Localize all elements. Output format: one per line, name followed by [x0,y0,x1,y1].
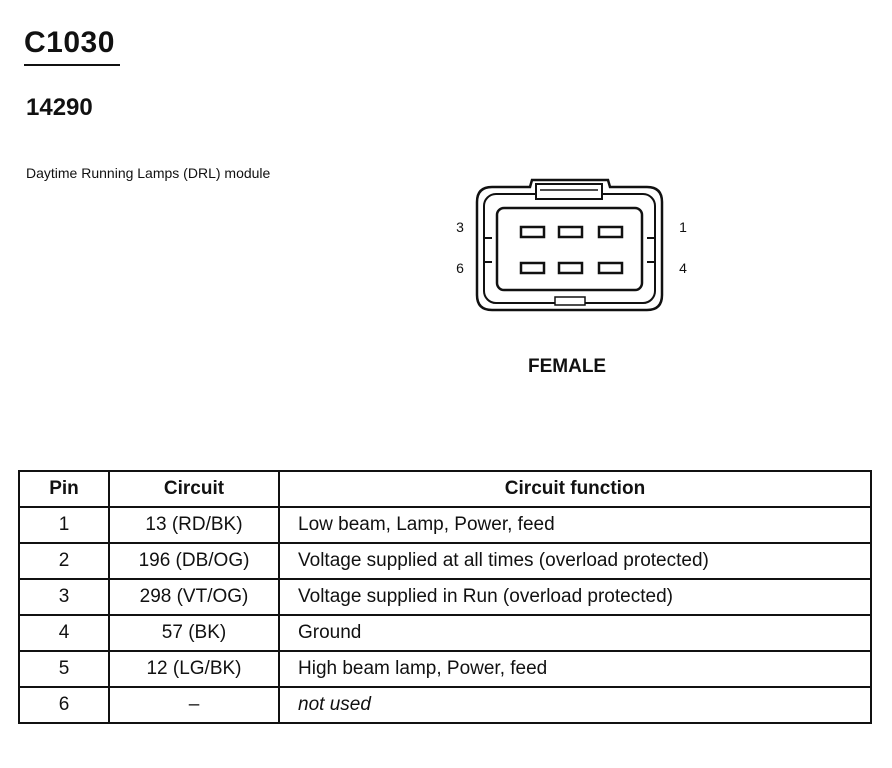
table-row [19,687,871,723]
connector-diagram [440,170,700,320]
pin-terminal [599,227,622,237]
cell-function: Voltage supplied at all times (overload protected) [279,543,871,579]
cell-circuit: 298 (VT/OG) [109,579,279,615]
cell-pin: 5 [19,651,109,687]
connector-gender-label: FEMALE [528,356,607,377]
cell-function: High beam lamp, Power, feed [279,651,871,687]
table-row [19,543,871,579]
connector-id: C1030 [24,26,120,66]
table-row [19,615,871,651]
header-circuit: Circuit [109,471,279,507]
cell-circuit: 196 (DB/OG) [109,543,279,579]
cell-circuit: 13 (RD/BK) [109,507,279,543]
header-pin: Pin [19,471,109,507]
cell-circuit: – [109,687,279,723]
table-row [19,651,871,687]
cell-pin: 1 [19,507,109,543]
cell-pin: 4 [19,615,109,651]
pin-terminal [521,227,544,237]
connector-housing-inner [484,194,655,303]
part-number: 14290 [26,94,93,121]
module-description: Daytime Running Lamps (DRL) module [26,165,271,181]
cell-function: Low beam, Lamp, Power, feed [279,507,871,543]
pin-label-1: 1 [679,219,687,235]
header-circuit-function: Circuit function [279,471,871,507]
pin-terminal [599,263,622,273]
cell-function: Voltage supplied in Run (overload protected) [279,579,871,615]
connector-bottom-key [555,297,585,305]
cell-pin: 6 [19,687,109,723]
pin-terminal [559,227,582,237]
pinout-table [18,470,872,724]
pin-cavity [497,208,642,290]
pin-label-6: 6 [456,260,464,276]
table-header-row [19,471,871,507]
cell-function: not used [279,687,871,723]
cell-pin: 2 [19,543,109,579]
table-row [19,507,871,543]
pin-terminal [521,263,544,273]
pin-terminal [559,263,582,273]
pin-label-4: 4 [679,260,687,276]
pin-label-3: 3 [456,219,464,235]
table-row [19,579,871,615]
cell-circuit: 12 (LG/BK) [109,651,279,687]
cell-circuit: 57 (BK) [109,615,279,651]
cell-function: Ground [279,615,871,651]
cell-pin: 3 [19,579,109,615]
connector-latch [536,184,602,199]
